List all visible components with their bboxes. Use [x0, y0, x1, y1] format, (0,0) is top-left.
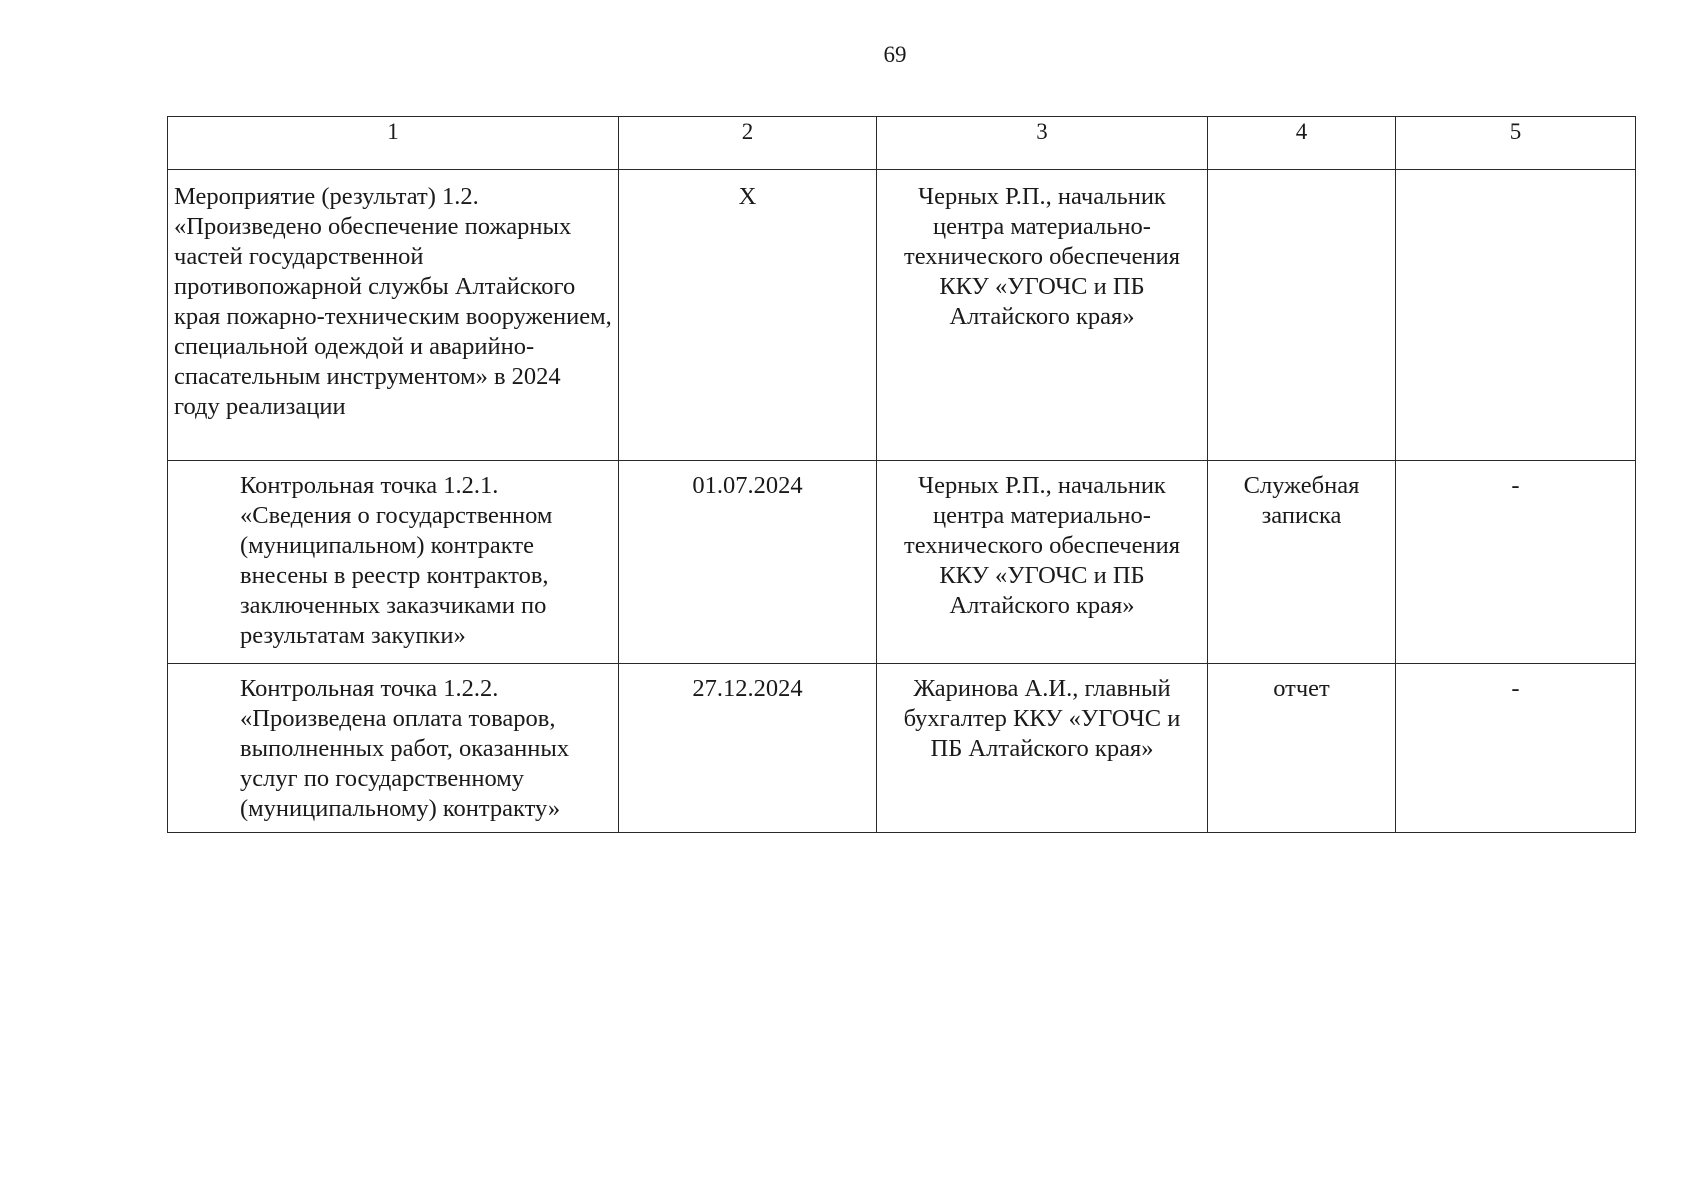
deadline-cell — [619, 461, 877, 664]
responsible-text: Черных Р.П., начальник центра материально-технического обеспечения ККУ «УГОЧС и ПБ Алтайского края» — [904, 472, 1180, 619]
header-cell: 2 — [619, 117, 877, 170]
table-row — [168, 461, 1636, 664]
responsible-cell — [877, 170, 1208, 461]
document-type-text — [1208, 170, 1395, 182]
deadline-cell — [619, 170, 877, 461]
checkpoint-description — [168, 461, 619, 664]
responsible-text: Черных Р.П., начальник центра материально-технического обеспечения ККУ «УГОЧС и ПБ Алтайского края» — [904, 183, 1180, 330]
table-row — [168, 170, 1636, 461]
info-system-cell — [1396, 461, 1636, 664]
event-description — [168, 170, 619, 461]
responsible-cell — [877, 664, 1208, 833]
header-cell: 1 — [168, 117, 619, 170]
document-type-cell — [1208, 170, 1396, 461]
page-number: 69 — [883, 42, 907, 67]
document-table — [167, 116, 1636, 833]
deadline-text: Х — [738, 183, 757, 210]
header-cell: 4 — [1208, 117, 1396, 170]
info-system-text: - — [1511, 472, 1520, 499]
deadline-text: 01.07.2024 — [692, 472, 803, 499]
deadline-cell — [619, 664, 877, 833]
info-system-text — [1396, 170, 1635, 182]
header-cell: 5 — [1396, 117, 1636, 170]
checkpoint-description-text: Контрольная точка 1.2.2. «Произведена оплата товаров, выполненных работ, оказанных услуг по государственному (муниципальному) контракту» — [240, 675, 570, 822]
document-type-text: Служебная записка — [1243, 472, 1360, 529]
document-type-cell — [1208, 461, 1396, 664]
document-type-text: отчет — [1273, 675, 1330, 702]
header-cell: 3 — [877, 117, 1208, 170]
checkpoint-description — [168, 664, 619, 833]
deadline-text: 27.12.2024 — [692, 675, 803, 702]
table-header-row — [168, 117, 1636, 170]
table-row — [168, 664, 1636, 833]
event-description-text: Мероприятие (результат) 1.2. «Произведено обеспечение пожарных частей государственной противопожарной службы Алтайского края пожарно-техническим вооружением, специальной одеждой и аварийно-спасательным инструментом» в 2024 году реализации — [174, 183, 612, 420]
info-system-cell — [1396, 664, 1636, 833]
responsible-cell — [877, 461, 1208, 664]
document-type-cell — [1208, 664, 1396, 833]
checkpoint-description-text: Контрольная точка 1.2.1. «Сведения о государственном (муниципальном) контракте внесены в реестр контрактов, заключенных заказчиками по результатам закупки» — [240, 472, 553, 649]
info-system-text: - — [1511, 675, 1520, 702]
responsible-text: Жаринова А.И., главный бухгалтер ККУ «УГОЧС и ПБ Алтайского края» — [903, 675, 1181, 762]
info-system-cell — [1396, 170, 1636, 461]
